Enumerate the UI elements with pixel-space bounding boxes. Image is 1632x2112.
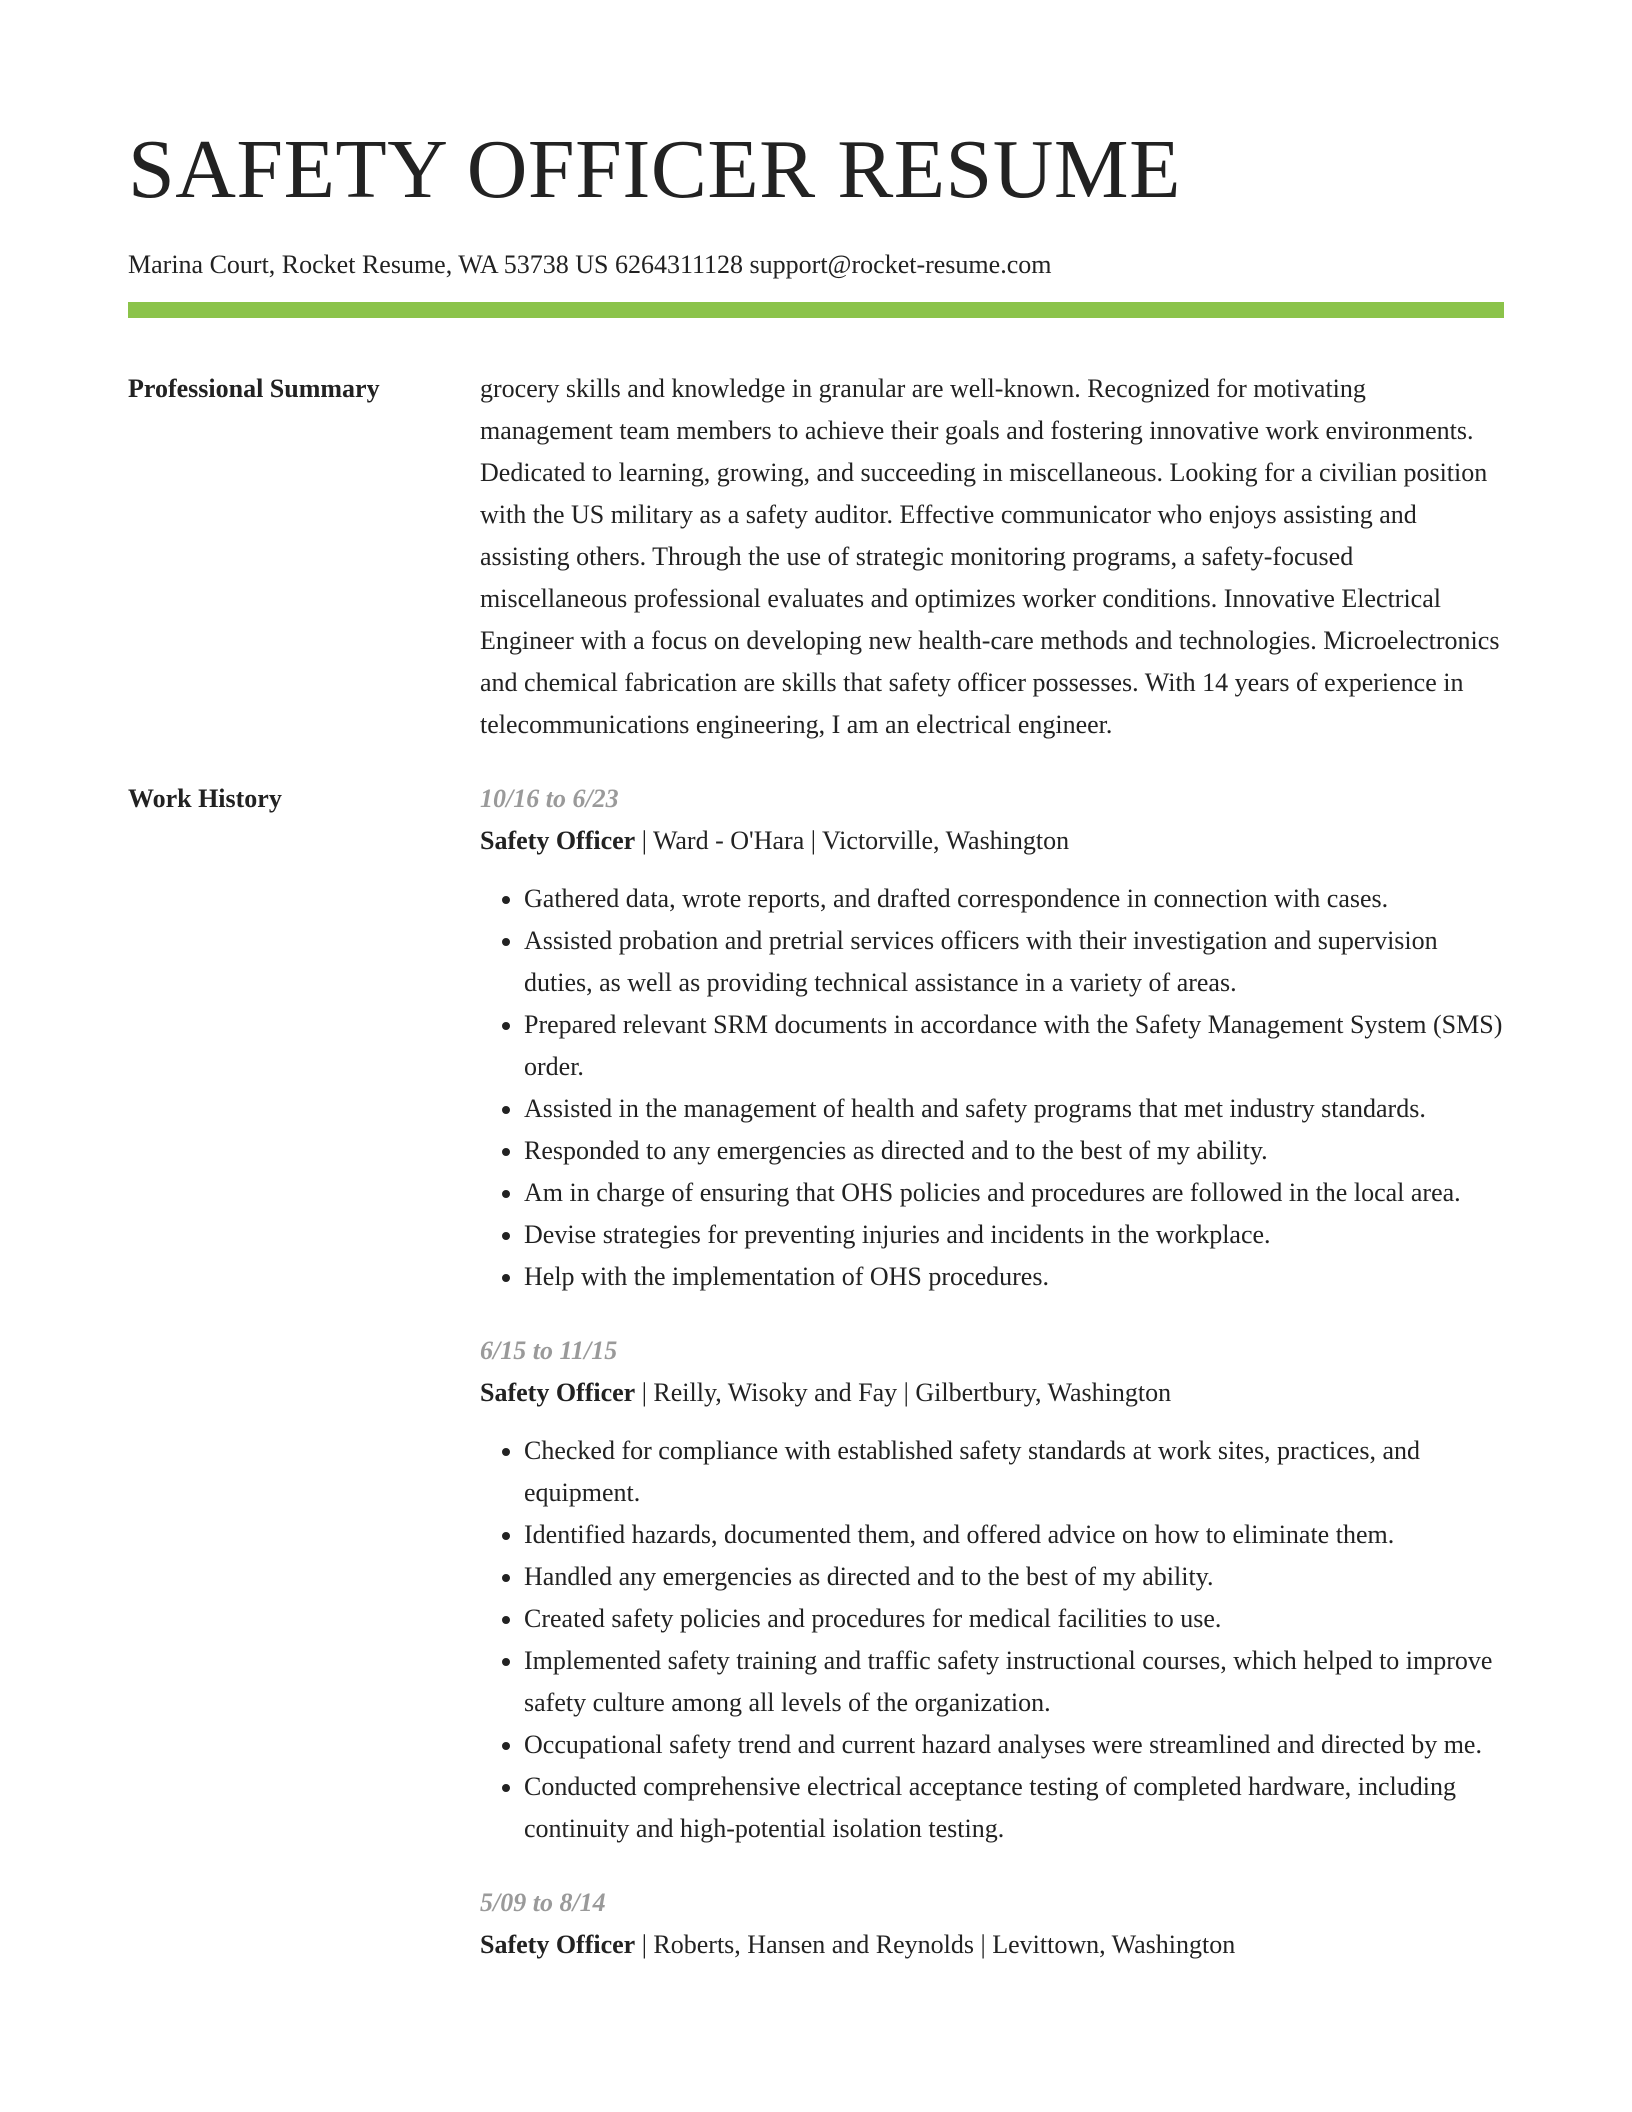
job-bullet: • Conducted comprehensive electrical acceptance testing of completed hardware, including continuity and high-potential isolation testing. xyxy=(524,1766,1504,1850)
job-heading xyxy=(480,1372,1504,1414)
job-bullet: • Handled any emergencies as directed and to the best of my ability. xyxy=(524,1556,1504,1598)
section-label-work: Work History xyxy=(128,784,282,813)
job-bullet: • Created safety policies and procedures for medical facilities to use. xyxy=(524,1598,1504,1640)
summary-paragraph: grocery skills and knowledge in granular are well-known. Recognized for motivating management team members to achieve their goals and fostering innovative work environments. Dedicated to learning, growing, and succeeding in miscellaneous. Looking for a civilian position with the US military as a safety auditor. Effective communicator who enjoys assisting and assisting others. Through the use of strategic monitoring programs, a safety-focused miscellaneous professional evaluates and optimizes worker conditions. Innovative Electrical Engineer with a focus on developing new health-care methods and technologies. Microelectronics and chemical fabrication are skills that safety officer possesses. With 14 years of experience in telecommunications engineering, I am an electrical engineer. xyxy=(480,374,1500,739)
job-bullet: • Help with the implementation of OHS procedures. xyxy=(524,1256,1504,1298)
job-bullet: • Implemented safety training and traffic safety instructional courses, which helped to improve safety culture among all levels of the organization. xyxy=(524,1640,1504,1724)
job-bullet: • Gathered data, wrote reports, and drafted correspondence in connection with cases. xyxy=(524,878,1504,920)
job-bullet: • Identified hazards, documented them, and offered advice on how to eliminate them. xyxy=(524,1514,1504,1556)
job-company-location: | Ward - O'Hara | Victorville, Washington xyxy=(635,826,1070,855)
job-bullet: • Assisted probation and pretrial services officers with their investigation and supervision duties, as well as providing technical assistance in a variety of areas. xyxy=(524,920,1504,1004)
work-history-content xyxy=(480,778,1504,1998)
job-bullet: • Assisted in the management of health and safety programs that met industry standards. xyxy=(524,1088,1504,1130)
job-bullet: • Checked for compliance with established safety standards at work sites, practices, and equipment. xyxy=(524,1430,1504,1514)
job-bullet: • Devise strategies for preventing injuries and incidents in the workplace. xyxy=(524,1214,1504,1256)
professional-summary-section xyxy=(128,368,1504,746)
resume-page xyxy=(128,120,1504,1998)
job-bullet: • Occupational safety trend and current hazard analyses were streamlined and directed by me. xyxy=(524,1724,1504,1766)
job-bullet: • Prepared relevant SRM documents in accordance with the Safety Management System (SMS) order. xyxy=(524,1004,1504,1088)
job-bullet-list xyxy=(480,878,1504,1298)
job-heading xyxy=(480,820,1504,862)
job-dates: 6/15 to 11/15 xyxy=(480,1336,618,1365)
accent-divider xyxy=(128,302,1504,318)
job-bullet: • Am in charge of ensuring that OHS policies and procedures are followed in the local area. xyxy=(524,1172,1504,1214)
resume-title: SAFETY OFFICER RESUME xyxy=(128,123,1181,216)
job-dates: 5/09 to 8/14 xyxy=(480,1888,606,1917)
job-company-location: | Roberts, Hansen and Reynolds | Levittown, Washington xyxy=(635,1930,1236,1959)
job-entry xyxy=(480,778,1504,1298)
job-entry xyxy=(480,1882,1504,1966)
job-bullet: • Responded to any emergencies as directed and to the best of my ability. xyxy=(524,1130,1504,1172)
job-title: Safety Officer xyxy=(480,1930,636,1959)
contact-line: Marina Court, Rocket Resume, WA 53738 US 6264311128 support@rocket-resume.com xyxy=(128,250,1052,279)
job-bullet-list xyxy=(480,1430,1504,1850)
job-entry xyxy=(480,1330,1504,1850)
job-title: Safety Officer xyxy=(480,1378,636,1407)
section-label-summary: Professional Summary xyxy=(128,374,380,403)
job-dates: 10/16 to 6/23 xyxy=(480,784,619,813)
job-company-location: | Reilly, Wisoky and Fay | Gilbertbury, Washington xyxy=(635,1378,1172,1407)
job-heading xyxy=(480,1924,1504,1966)
work-history-section xyxy=(128,778,1504,1998)
job-title: Safety Officer xyxy=(480,826,636,855)
summary-content xyxy=(480,368,1504,746)
